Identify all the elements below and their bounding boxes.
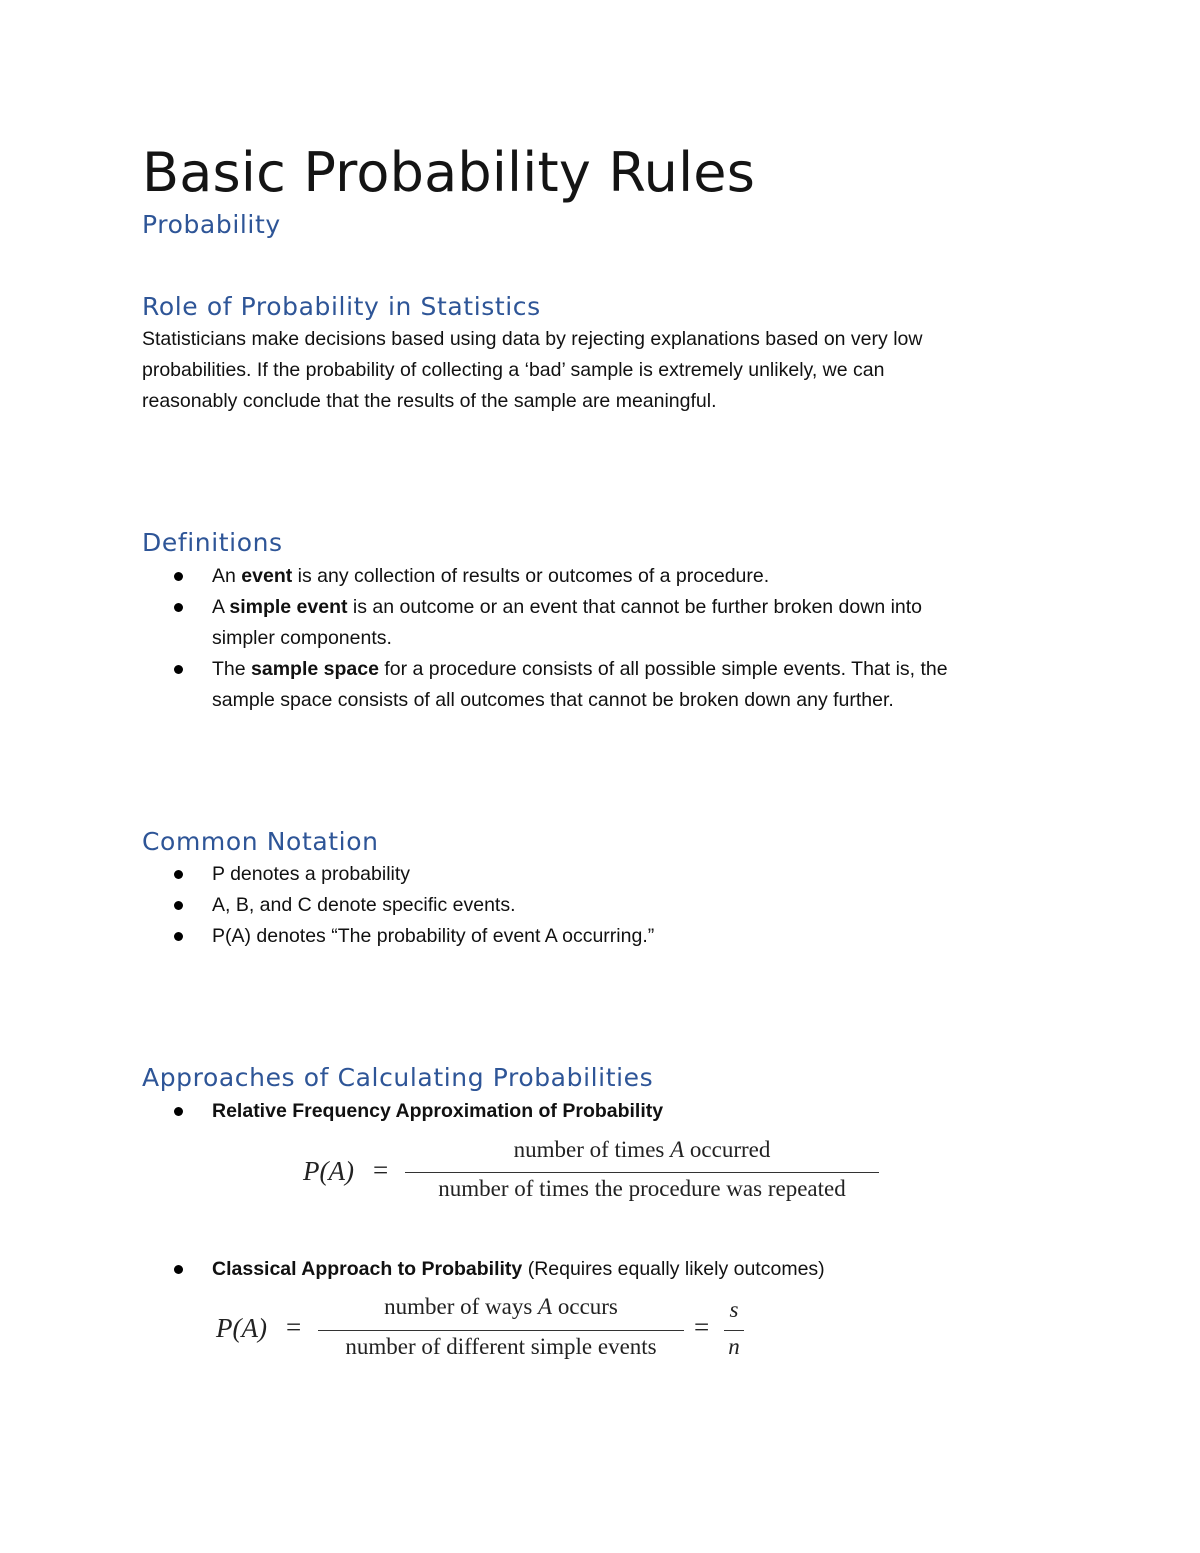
list-item — [142, 561, 1042, 592]
bullet-icon — [174, 870, 183, 879]
bullet-icon — [174, 1107, 183, 1116]
list-item-continuation: simpler components. — [212, 627, 392, 649]
list-item — [142, 592, 1042, 654]
definition-term: simple event — [229, 596, 348, 618]
notation-list — [142, 859, 1042, 952]
approach-label-classical: Classical Approach to Probability — [212, 1258, 523, 1280]
document-title: Basic Probability Rules — [142, 141, 756, 204]
equals-sign: = — [286, 1312, 302, 1342]
formula-numerator-s: s — [729, 1297, 739, 1322]
definition-term: sample space — [251, 658, 379, 680]
list-item-text: A, B, and C denote specific events. — [212, 894, 516, 916]
list-item — [142, 921, 1042, 952]
bullet-icon — [174, 932, 183, 941]
bullet-icon — [174, 1265, 183, 1274]
formula-numerator: number of ways A occurs — [384, 1294, 618, 1319]
role-paragraph — [142, 324, 1042, 417]
equals-sign: = — [694, 1312, 710, 1342]
list-item — [142, 890, 1042, 921]
list-item-text: An — [212, 565, 242, 587]
section-heading-notation: Common Notation — [142, 827, 379, 856]
list-item — [142, 1254, 1042, 1285]
approach-label-relative: Relative Frequency Approximation of Probability — [212, 1100, 664, 1122]
fraction-bar — [405, 1172, 879, 1173]
document-subtitle: Probability — [142, 210, 281, 239]
formula-lhs: P(A) — [303, 1156, 354, 1186]
equals-sign: = — [373, 1155, 389, 1185]
list-item-text: P denotes a probability — [212, 863, 411, 885]
fraction-bar — [724, 1330, 744, 1331]
formula-numerator: number of times A occurred — [513, 1137, 771, 1162]
bullet-icon — [174, 665, 183, 674]
list-item — [142, 654, 1042, 716]
list-item-continuation: sample space consists of all outcomes that cannot be broken down any further. — [212, 689, 894, 711]
list-item-text: The — [212, 658, 252, 680]
approaches-list-classical — [142, 1254, 1042, 1285]
role-line: probabilities. If the probability of collecting a ‘bad’ sample is extremely unlikely, we can — [142, 359, 885, 381]
section-heading-definitions: Definitions — [142, 528, 283, 557]
fraction-bar — [318, 1330, 684, 1331]
formula-denominator: number of different simple events — [345, 1334, 657, 1359]
list-item — [142, 1096, 1042, 1127]
role-line: reasonably conclude that the results of the sample are meaningful. — [142, 390, 717, 412]
list-item-text: for a procedure consists of all possible simple events. That is, the — [378, 658, 948, 680]
list-item-text: P(A) denotes “The probability of event A occurring.” — [212, 925, 655, 947]
role-line: Statisticians make decisions based using data by rejecting explanations based on very low — [142, 328, 923, 350]
approach-note: (Requires equally likely outcomes) — [522, 1258, 825, 1280]
list-item-text: is an outcome or an event that cannot be further broken down into — [347, 596, 923, 618]
section-heading-approaches: Approaches of Calculating Probabilities — [142, 1063, 654, 1092]
list-item — [142, 859, 1042, 890]
list-item-text: A — [212, 596, 230, 618]
approaches-list-relative — [142, 1096, 1042, 1127]
bullet-icon — [174, 572, 183, 581]
formula-denominator-n: n — [728, 1334, 740, 1359]
definition-term: event — [241, 565, 293, 587]
list-item-text: is any collection of results or outcomes of a procedure. — [292, 565, 770, 587]
section-heading-role: Role of Probability in Statistics — [142, 292, 541, 321]
bullet-icon — [174, 901, 183, 910]
bullet-icon — [174, 603, 183, 612]
formula-denominator: number of times the procedure was repeated — [438, 1176, 846, 1201]
formula-lhs: P(A) — [216, 1313, 267, 1343]
definitions-list — [142, 561, 1042, 716]
